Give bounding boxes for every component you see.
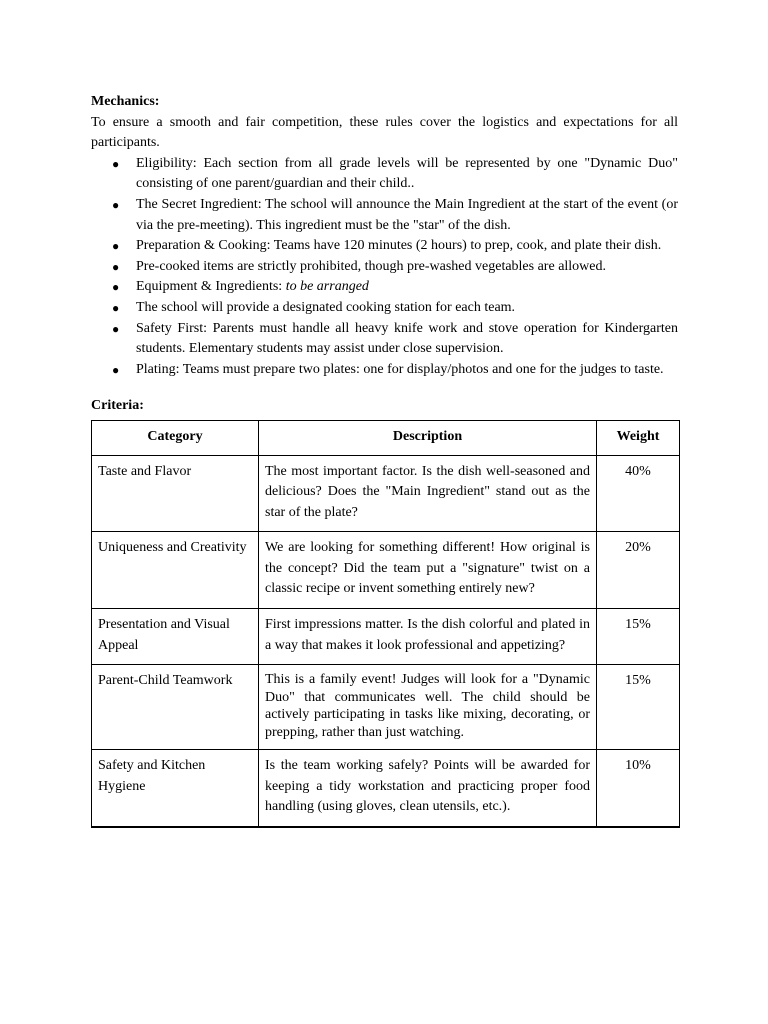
rule-equipment-ingredients: [91, 277, 678, 298]
document-page: [91, 92, 678, 828]
bullet-icon: ●: [112, 239, 120, 254]
category-cell: Uniqueness and Creativity: [92, 532, 259, 609]
rule-text: The school will provide a designated cooking station for each team.: [136, 299, 516, 315]
bullet-icon: ●: [112, 197, 120, 212]
table-row: [92, 455, 680, 532]
weight-cell: 15%: [597, 609, 680, 665]
category-cell: Presentation and Visual Appeal: [92, 609, 259, 665]
bullet-icon: ●: [112, 300, 120, 315]
table-row: [92, 609, 680, 665]
mechanics-heading: Mechanics:: [91, 94, 160, 109]
rule-text: Plating: Teams must prepare two plates: one for display/photos and one for the judges to taste.: [136, 361, 664, 377]
rule-text: Equipment & Ingredients:: [136, 279, 286, 295]
bullet-icon: ●: [112, 321, 120, 336]
category-cell: Safety and Kitchen Hygiene: [92, 750, 259, 827]
weight-cell: 10%: [597, 750, 680, 827]
column-header-description: Description: [259, 420, 597, 455]
bullet-icon: ●: [112, 259, 120, 274]
table-row: [92, 532, 680, 609]
rule-pre-cooked-items: [91, 257, 678, 278]
category-cell: Parent-Child Teamwork: [92, 665, 259, 750]
column-header-category: Category: [92, 420, 259, 455]
weight-cell: 40%: [597, 455, 680, 532]
table-row: [92, 665, 680, 750]
rule-preparation-cooking: [91, 236, 678, 257]
rule-safety-first: [91, 319, 678, 360]
table-header-row: [92, 420, 680, 455]
bullet-icon: ●: [112, 156, 120, 171]
rule-plating: [91, 360, 678, 381]
rule-text: Preparation & Cooking: Teams have 120 minutes (2 hours) to prep, cook, and plate their dish.: [136, 238, 662, 254]
criteria-heading: Criteria:: [91, 398, 144, 414]
rule-eligibility: [91, 154, 678, 195]
category-cell: Taste and Flavor: [92, 455, 259, 532]
rule-text: Safety First: Parents must handle all heavy knife work and stove operation for Kindergarten students. Elementary students may assist under close supervision.: [136, 320, 678, 357]
criteria-table: [91, 420, 680, 828]
column-header-weight: Weight: [597, 420, 680, 455]
description-cell: We are looking for something different! How original is the concept? Did the team put a "signature" twist on a classic recipe or invent something entirely new?: [259, 532, 597, 609]
bullet-icon: ●: [112, 362, 120, 377]
description-cell: This is a family event! Judges will look for a "Dynamic Duo" that communicates well. The child should be actively participating in tasks like mixing, decorating, or prepping, rather than just watching.: [259, 665, 597, 750]
rule-cooking-station: [91, 298, 678, 319]
description-cell: Is the team working safely? Points will be awarded for keeping a tidy workstation and practicing proper food handling (using gloves, clean utensils, etc.).: [259, 750, 597, 827]
table-row: [92, 750, 680, 827]
description-cell: First impressions matter. Is the dish colorful and plated in a way that makes it look professional and appetizing?: [259, 609, 597, 665]
bullet-icon: ●: [112, 280, 120, 295]
rule-text: The Secret Ingredient: The school will announce the Main Ingredient at the start of the event (or via the pre-meeting). This ingredient must be the "star" of the dish.: [136, 196, 678, 233]
mechanics-intro: To ensure a smooth and fair competition, these rules cover the logistics and expectations for all participants.: [91, 114, 678, 151]
description-cell: The most important factor. Is the dish well-seasoned and delicious? Does the "Main Ingredient" stand out as the star of the plate?: [259, 455, 597, 532]
weight-cell: 15%: [597, 665, 680, 750]
rule-text: Eligibility: Each section from all grade levels will be represented by one "Dynamic Duo" consisting of one parent/guardian and their child..: [136, 155, 678, 192]
weight-cell: 20%: [597, 532, 680, 609]
rule-text: Pre-cooked items are strictly prohibited, though pre-washed vegetables are allowed.: [136, 258, 607, 274]
rule-secret-ingredient: [91, 195, 678, 236]
rules-list: [91, 154, 678, 381]
rule-emphasis: to be arranged: [285, 279, 369, 295]
